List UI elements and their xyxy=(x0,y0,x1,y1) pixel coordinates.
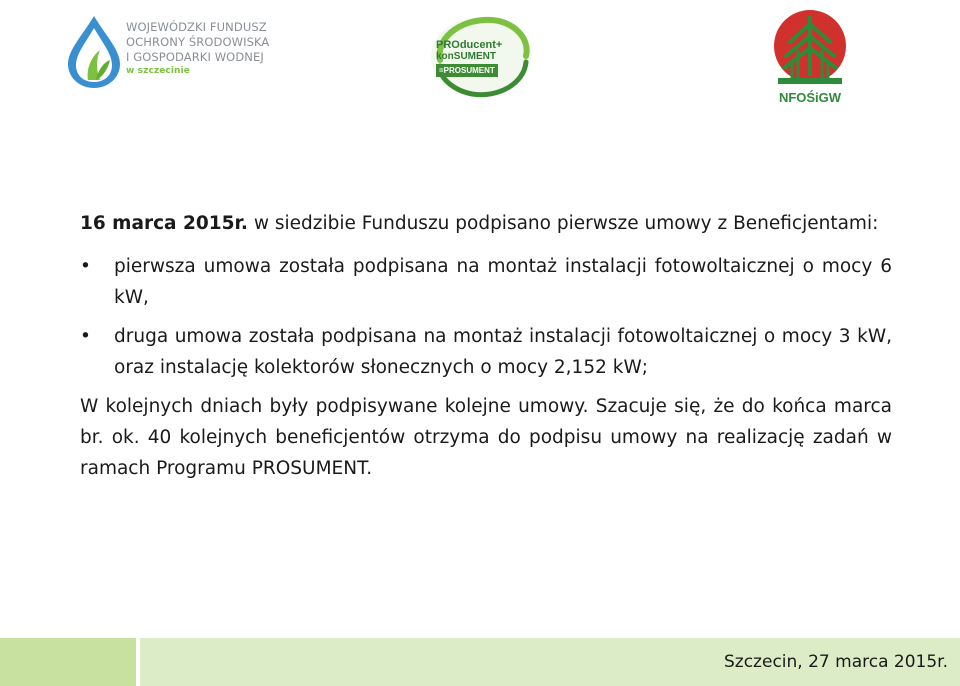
prosument-line-3: =PROSUMENT xyxy=(436,64,498,77)
lead-text: w siedzibie Funduszu podpisano pierwsze umowy z Beneficjentami: xyxy=(247,213,879,234)
prosument-logo-text xyxy=(436,40,526,77)
wfos-line-3: I GOSPODARKI WODNEJ xyxy=(126,50,264,64)
header xyxy=(0,0,960,120)
list-item: • pierwsza umowa została podpisana na montaż instalacji fotowoltaicznej o mocy 6 kW, xyxy=(80,251,892,313)
closing-paragraph: W kolejnych dniach były podpisywane kolejne umowy. Szacuje się, że do końca marca br. ok. 40 kolejnych beneficjentów otrzyma do podpisu umowy na realizację zadań w ramach Programu PROSUMENT. xyxy=(80,396,892,479)
footer-accent xyxy=(0,638,136,686)
list-item: • druga umowa została podpisana na montaż instalacji fotowoltaicznej o mocy 3 kW, oraz instalację kolektorów słonecznych o mocy 2,152 kW; xyxy=(80,321,892,383)
lead-paragraph xyxy=(80,208,892,239)
main-content xyxy=(80,208,892,484)
water-drop-icon xyxy=(66,14,122,90)
footer-band xyxy=(140,638,960,686)
agreements-list xyxy=(80,251,892,383)
prosument-line-1: PROducent+ xyxy=(436,39,503,51)
prosument-line-2: konSUMENT xyxy=(436,51,496,62)
nfos-logo-label: NFOŚiGW xyxy=(778,90,842,105)
wfos-line-4: w szczecinie xyxy=(126,66,190,76)
wfos-line-1: WOJEWÓDZKI FUNDUSZ xyxy=(126,20,267,34)
wfos-line-2: OCHRONY ŚRODOWISKA xyxy=(126,35,270,49)
wfos-logo xyxy=(66,12,286,92)
wfos-logo-text xyxy=(126,20,269,77)
nfos-emblem-icon xyxy=(770,6,850,90)
footer-date: Szczecin, 27 marca 2015r. xyxy=(724,652,948,672)
prosument-logo xyxy=(426,12,536,102)
nfos-logo xyxy=(770,6,850,106)
footer-bar xyxy=(0,638,960,686)
lead-date: 16 marca 2015r. xyxy=(80,213,248,234)
